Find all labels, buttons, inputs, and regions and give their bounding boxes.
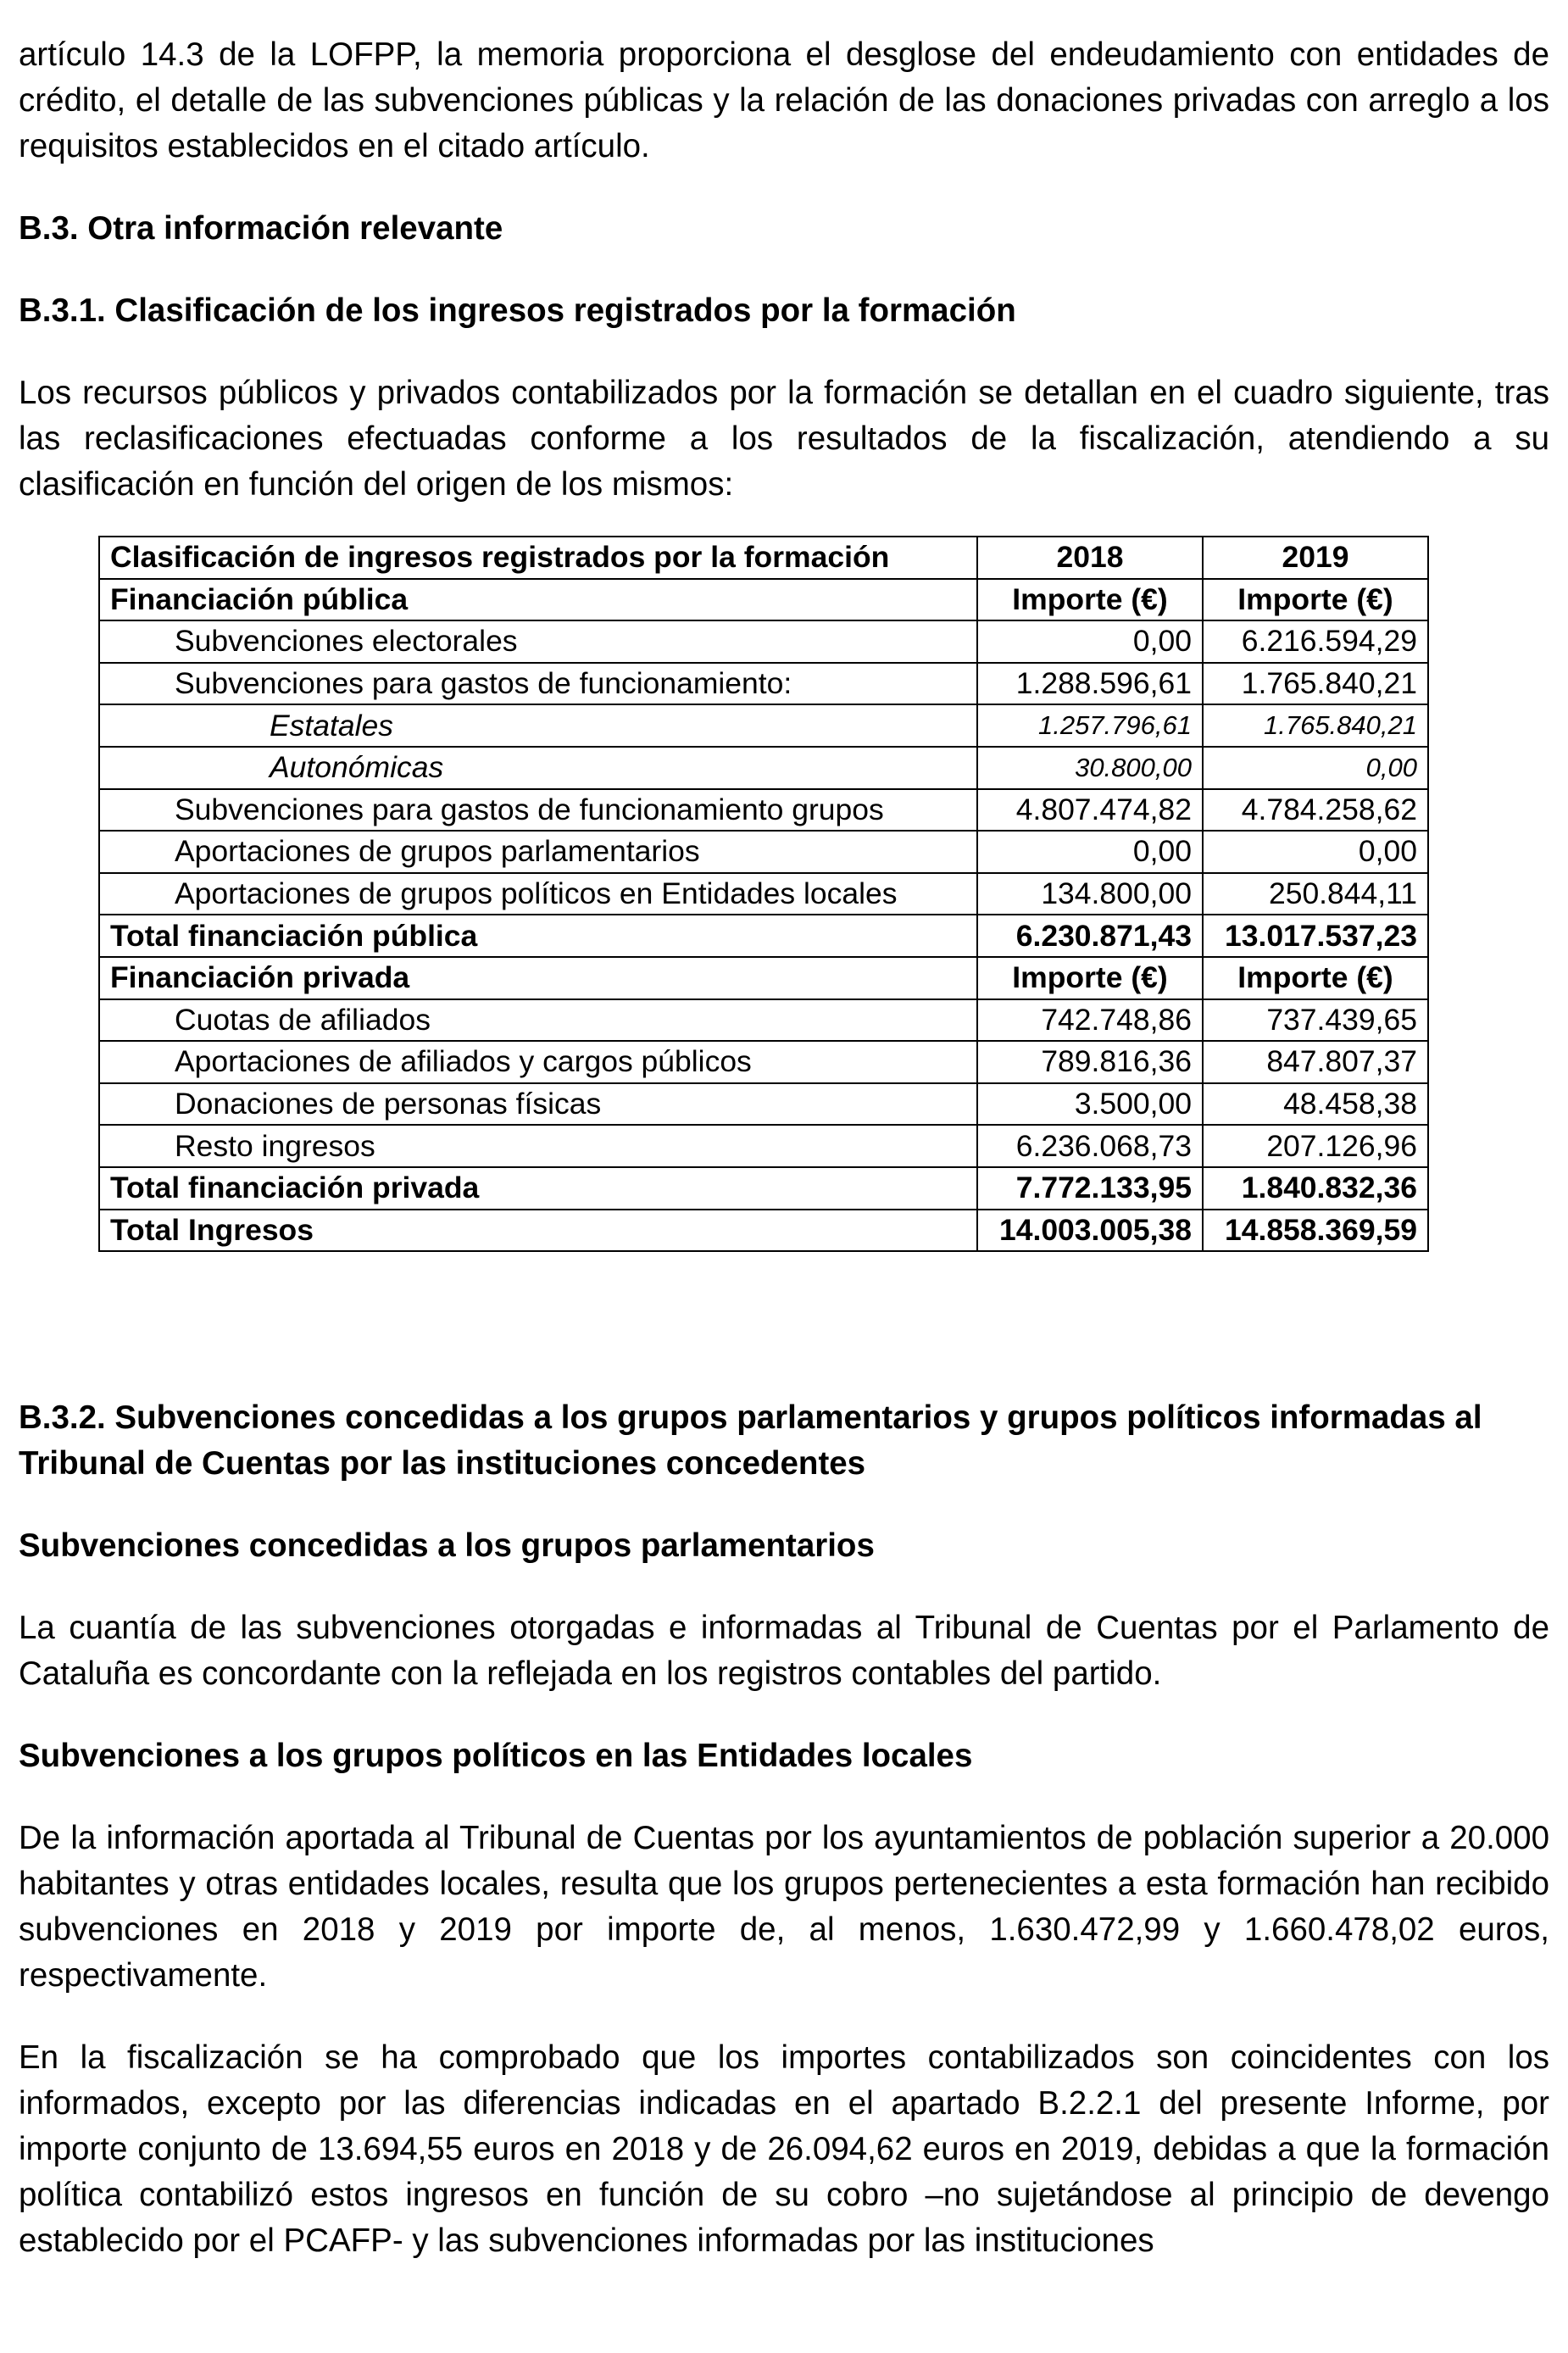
- section-b3-heading: B.3. Otra información relevante: [19, 210, 503, 247]
- document-page: [19, 32, 1549, 508]
- table-row: [99, 1125, 1428, 1167]
- public-total-label: Total financiación pública: [99, 915, 977, 957]
- table-row: [99, 663, 1428, 705]
- row-label: Aportaciones de grupos parlamentarios: [99, 831, 977, 873]
- row-value-2019: 1.765.840,21: [1203, 663, 1428, 705]
- table-row: [99, 999, 1428, 1042]
- row-label: Autonómicas: [99, 747, 977, 789]
- private-total-2018: 7.772.133,95: [977, 1167, 1203, 1210]
- row-value-2018: 742.748,86: [977, 999, 1203, 1042]
- table-header-year-2019: 2019: [1203, 537, 1428, 579]
- table-row: [99, 831, 1428, 873]
- row-value-2018: 1.288.596,61: [977, 663, 1203, 705]
- table-header-label: Clasificación de ingresos registrados por la formación: [99, 537, 977, 579]
- row-value-2019: 0,00: [1203, 831, 1428, 873]
- private-funding-total-row: [99, 1167, 1428, 1210]
- row-label: Subvenciones para gastos de funcionamiento grupos: [99, 789, 977, 832]
- row-value-2019: 847.807,37: [1203, 1041, 1428, 1083]
- section-b31-heading: B.3.1. Clasificación de los ingresos registrados por la formación: [19, 292, 1016, 329]
- row-value-2019: 207.126,96: [1203, 1125, 1428, 1167]
- row-value-2019: 1.765.840,21: [1203, 704, 1428, 747]
- row-label: Subvenciones electorales: [99, 620, 977, 663]
- sub1-paragraph: La cuantía de las subvenciones otorgadas e informadas al Tribunal de Cuentas por el Parlamento de Cataluña es concordante con la reflejada en los registros contables del partido.: [19, 1610, 1549, 1692]
- row-label: Estatales: [99, 704, 977, 747]
- table-header-row: [99, 537, 1428, 579]
- intro-paragraph: artículo 14.3 de la LOFPP, la memoria proporciona el desglose del endeudamiento con entidades de crédito, el detalle de las subvenciones públicas y la relación de las donaciones privadas con arreglo a los requisitos establecidos en el citado artículo.: [19, 36, 1549, 164]
- table-row: [99, 1041, 1428, 1083]
- section-b32-heading: B.3.2. Subvenciones concedidas a los grupos parlamentarios y grupos políticos informadas al Tribunal de Cuentas por las instituciones concedentes: [19, 1399, 1482, 1482]
- row-label: Resto ingresos: [99, 1125, 977, 1167]
- row-value-2018: 30.800,00: [977, 747, 1203, 789]
- row-label: Aportaciones de afiliados y cargos públicos: [99, 1041, 977, 1083]
- row-label: Cuotas de afiliados: [99, 999, 977, 1042]
- public-total-2018: 6.230.871,43: [977, 915, 1203, 957]
- row-value-2019: 250.844,11: [1203, 873, 1428, 915]
- row-value-2019: 737.439,65: [1203, 999, 1428, 1042]
- public-funding-col-2018: Importe (€): [977, 579, 1203, 621]
- grand-total-row: [99, 1210, 1428, 1252]
- row-value-2018: 0,00: [977, 620, 1203, 663]
- row-value-2018: 0,00: [977, 831, 1203, 873]
- public-total-2019: 13.017.537,23: [1203, 915, 1428, 957]
- sub2-paragraph-2: En la fiscalización se ha comprobado que los importes contabilizados son coincidentes con los informados, excepto por las diferencias indicadas en el apartado B.2.2.1 del presente Informe, por importe conjunto de 13.694,55 euros en 2018 y de 26.094,62 euros en 2019, debidas a que la formación política contabilizó estos ingresos en función de su cobro –no sujetándose al principio de devengo establecido por el PCAFP- y las subvenciones informadas por las instituciones: [19, 2039, 1549, 2259]
- public-funding-col-2019: Importe (€): [1203, 579, 1428, 621]
- grand-total-2018: 14.003.005,38: [977, 1210, 1203, 1252]
- grand-total-2019: 14.858.369,59: [1203, 1210, 1428, 1252]
- row-value-2018: 3.500,00: [977, 1083, 1203, 1126]
- table-header-year-2018: 2018: [977, 537, 1203, 579]
- row-value-2019: 6.216.594,29: [1203, 620, 1428, 663]
- table-row: [99, 620, 1428, 663]
- row-value-2018: 789.816,36: [977, 1041, 1203, 1083]
- table-row: [99, 747, 1428, 789]
- row-value-2018: 4.807.474,82: [977, 789, 1203, 832]
- public-funding-total-row: [99, 915, 1428, 957]
- sub1-heading: Subvenciones concedidas a los grupos parlamentarios: [19, 1527, 875, 1564]
- section-b31-paragraph: Los recursos públicos y privados contabilizados por la formación se detallan en el cuadro siguiente, tras las reclasificaciones efectuadas conforme a los resultados de la fiscalización, atendiendo a su clasificación en función del origen de los mismos:: [19, 375, 1549, 503]
- public-funding-header-row: [99, 579, 1428, 621]
- grand-total-label: Total Ingresos: [99, 1210, 977, 1252]
- income-classification-table: [98, 536, 1429, 1252]
- row-label: Subvenciones para gastos de funcionamiento:: [99, 663, 977, 705]
- private-total-label: Total financiación privada: [99, 1167, 977, 1210]
- row-value-2018: 1.257.796,61: [977, 704, 1203, 747]
- sub2-paragraph-1: De la información aportada al Tribunal de Cuentas por los ayuntamientos de población superior a 20.000 habitantes y otras entidades locales, resulta que los grupos pertenecientes a esta formación han recibido subvenciones en 2018 y 2019 por importe de, al menos, 1.630.472,99 y 1.660.478,02 euros, respectivamente.: [19, 1820, 1549, 1994]
- section-b32: [19, 1395, 1549, 2264]
- table-row: [99, 789, 1428, 832]
- row-label: Donaciones de personas físicas: [99, 1083, 977, 1126]
- private-funding-label: Financiación privada: [99, 957, 977, 999]
- private-funding-col-2019: Importe (€): [1203, 957, 1428, 999]
- table-row: [99, 1083, 1428, 1126]
- table-row: [99, 873, 1428, 915]
- row-value-2019: 48.458,38: [1203, 1083, 1428, 1126]
- public-funding-label: Financiación pública: [99, 579, 977, 621]
- private-funding-col-2018: Importe (€): [977, 957, 1203, 999]
- row-label: Aportaciones de grupos políticos en Entidades locales: [99, 873, 977, 915]
- table-row: [99, 704, 1428, 747]
- row-value-2018: 134.800,00: [977, 873, 1203, 915]
- row-value-2019: 4.784.258,62: [1203, 789, 1428, 832]
- private-funding-header-row: [99, 957, 1428, 999]
- row-value-2019: 0,00: [1203, 747, 1428, 789]
- sub2-heading: Subvenciones a los grupos políticos en las Entidades locales: [19, 1738, 973, 1774]
- row-value-2018: 6.236.068,73: [977, 1125, 1203, 1167]
- private-total-2019: 1.840.832,36: [1203, 1167, 1428, 1210]
